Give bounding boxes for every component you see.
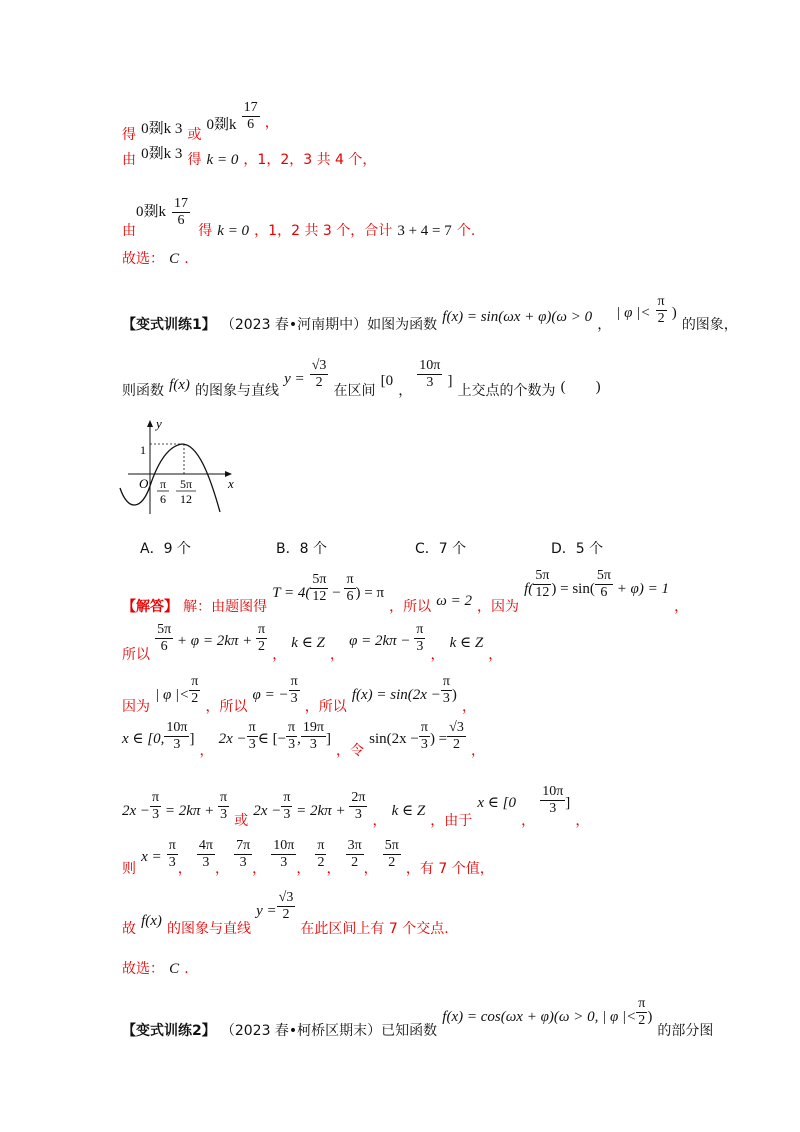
- text: ，: [521, 813, 536, 829]
- text: ，: [199, 743, 214, 759]
- math: f(: [524, 581, 534, 597]
- fraction: $\frac{\pi}{3}$: [283, 790, 291, 822]
- math: ,: [297, 731, 301, 747]
- math: 2x −: [122, 803, 151, 819]
- tick-5pi12-num: 5π: [179, 477, 193, 491]
- fraction: $\frac{\pi}{3}$: [220, 790, 228, 822]
- math: 0剟k: [136, 204, 167, 220]
- math: f(x): [141, 913, 162, 929]
- math: [0: [380, 373, 394, 389]
- fraction: $\frac{5\pi}{12}$: [535, 568, 550, 600]
- text: 的图象与直线: [195, 383, 280, 399]
- text: 的图象与直线: [167, 921, 252, 937]
- text: 故选：: [122, 251, 164, 267]
- text: 的部分图: [657, 1023, 714, 1039]
- fraction: $\frac{√3}{2}$: [278, 890, 294, 922]
- text: ，令: [336, 743, 365, 759]
- origin-label: O: [139, 476, 149, 491]
- text: ，: [264, 115, 279, 131]
- fraction: $\frac{\pi}{2}$: [191, 674, 199, 706]
- text: ，: [272, 647, 287, 663]
- question-source: （2023 春•柯桥区期末）已知函数: [220, 1023, 438, 1039]
- fraction: $\frac{19\pi}{3}$: [302, 720, 324, 752]
- math: ]: [447, 373, 453, 389]
- math: 0剟k 3: [141, 146, 183, 162]
- text: 在区间: [333, 383, 376, 399]
- sine-graph: [112, 416, 242, 516]
- text: ，: [363, 861, 378, 877]
- math: ) = sin(: [551, 581, 595, 597]
- text: 由: [122, 223, 136, 239]
- x-value: $\frac{7\pi}{3}$: [236, 838, 251, 870]
- x-value: $\frac{3\pi}{2}$: [347, 838, 362, 870]
- function-def: f(x) = cos(ωx + φ)(ω > 0, | φ |<: [442, 1009, 637, 1025]
- text: 或: [187, 127, 202, 143]
- math: ]: [325, 731, 331, 747]
- fraction: $\frac{\pi}{3}$: [416, 622, 424, 654]
- math: sin(2x −: [369, 731, 419, 747]
- text: 则函数: [122, 383, 164, 399]
- math: φ = −: [252, 687, 289, 703]
- math: φ = 2kπ −: [349, 633, 415, 649]
- text: 上交点的个数为: [457, 383, 556, 399]
- question-source: （2023 春•河南期中）如图为函数: [220, 317, 438, 333]
- fraction: $\frac{2\pi}{3}$: [351, 790, 366, 822]
- math: ): [647, 1009, 653, 1025]
- sine-curve: [120, 444, 220, 512]
- solution-1: [122, 568, 689, 615]
- tick-pi6-den: 6: [160, 492, 166, 506]
- solution-2: [122, 622, 503, 663]
- option-a[interactable]: A．9 个: [140, 541, 191, 557]
- solution-5: [122, 784, 590, 829]
- option-d[interactable]: D．5 个: [551, 541, 604, 557]
- question-tag: 【变式训练2】: [122, 1023, 216, 1039]
- fraction: $\frac{10\pi}{3}$: [166, 720, 188, 752]
- math: | φ |<: [616, 305, 651, 321]
- option-c[interactable]: C．7 个: [415, 541, 467, 557]
- math: k ∈ Z: [449, 635, 484, 651]
- math: k = 0: [206, 152, 239, 168]
- math: ]: [565, 795, 571, 811]
- math: x =: [141, 849, 162, 865]
- fraction: $\frac{\pi}{2}$: [258, 622, 266, 654]
- x-value: $\frac{10\pi}{3}$: [273, 838, 295, 870]
- solution-line-1: [122, 100, 279, 143]
- text: 个.: [456, 223, 476, 239]
- fraction: $\frac{\pi}{2}$: [638, 996, 646, 1028]
- text: ，: [488, 647, 503, 663]
- text: ，: [430, 647, 445, 663]
- text: ，由于: [430, 813, 473, 829]
- solution-3: [122, 674, 476, 715]
- answer: C: [169, 961, 180, 977]
- text: ，: [398, 383, 413, 399]
- math: + φ) = 1: [612, 581, 669, 597]
- fraction: $\frac{5\pi}{6}$: [596, 568, 611, 600]
- fraction: $\frac{\pi}{3}$: [420, 720, 428, 752]
- solution-6: [122, 838, 494, 877]
- math: ) = π: [355, 585, 385, 601]
- text: ，: [470, 743, 485, 759]
- text: ，: [252, 861, 267, 877]
- math: ω = 2: [436, 593, 472, 609]
- x-value: $\frac{5\pi}{2}$: [384, 838, 399, 870]
- text: 则: [122, 861, 136, 877]
- math: ) =: [429, 731, 448, 747]
- math: k ∈ Z: [391, 803, 426, 819]
- math: 3 + 4 = 7: [397, 223, 452, 239]
- x-value: $\frac{\pi}{3}$: [168, 838, 176, 870]
- fraction: $\frac{\pi}{3}$: [152, 790, 160, 822]
- fraction: $\frac{5\pi}{12}$: [312, 572, 327, 604]
- text: ，1，2 共 3 个，合计: [254, 223, 393, 239]
- answer-line: [122, 248, 189, 268]
- math: y =: [256, 903, 277, 919]
- fraction: $\frac{10\pi}{3}$: [542, 784, 564, 816]
- text: ，: [329, 647, 344, 663]
- text: .: [184, 961, 189, 977]
- fraction: $\frac{17}{6}$: [174, 196, 188, 228]
- tick-one: 1: [140, 443, 146, 457]
- x-value: $\frac{4\pi}{3}$: [198, 838, 213, 870]
- math: k ∈ Z: [291, 635, 325, 651]
- text: 得: [122, 127, 136, 143]
- text: ，: [461, 699, 476, 715]
- text: ，有 7 个值，: [405, 861, 494, 877]
- text: ，所以: [304, 699, 347, 715]
- text: 所以: [122, 647, 150, 663]
- solution-7: [122, 890, 449, 937]
- math: y =: [284, 371, 305, 387]
- text: ，: [296, 861, 311, 877]
- math: ∈ [−: [257, 731, 287, 747]
- text: ，: [372, 813, 387, 829]
- text: ，因为: [477, 599, 520, 615]
- fraction: $\frac{\pi}{3}$: [442, 674, 450, 706]
- text: ，: [575, 813, 590, 829]
- math: k = 0: [217, 223, 250, 239]
- math: ): [451, 687, 457, 703]
- text: ，所以: [389, 599, 432, 615]
- math: 2x −: [218, 731, 247, 747]
- x-value: $\frac{\pi}{2}$: [317, 838, 325, 870]
- math: f(x) = sin(2x −: [351, 687, 441, 703]
- text: 故选：: [122, 961, 164, 977]
- math: 0剟k: [206, 117, 237, 133]
- text: 或: [234, 813, 249, 829]
- solution-4: [122, 720, 485, 759]
- math: f(x): [169, 377, 190, 393]
- text: ，: [326, 861, 341, 877]
- text: 因为: [122, 699, 150, 715]
- fraction: $\frac{\pi}{2}$: [657, 294, 665, 326]
- answer-line-2: [122, 958, 189, 978]
- math: x ∈ [0: [477, 795, 516, 811]
- option-b[interactable]: B．8 个: [276, 541, 327, 557]
- text: ，: [674, 599, 689, 615]
- fraction: $\frac{\pi}{3}$: [290, 674, 298, 706]
- fraction: $\frac{17}{6}$: [243, 100, 258, 132]
- math: 0剟k 3: [141, 121, 183, 137]
- y-label: y: [156, 416, 162, 431]
- answer-blank: ( ): [560, 379, 601, 395]
- math: = 2kπ +: [292, 803, 350, 819]
- text: 的图象，: [681, 317, 738, 333]
- math: | φ |<: [155, 687, 190, 703]
- fraction: $\frac{\pi}{3}$: [248, 720, 256, 752]
- fraction: $\frac{\pi}{6}$: [346, 572, 354, 604]
- text: .: [184, 251, 189, 267]
- text: 解：由题图得: [183, 599, 268, 615]
- fraction: $\frac{\pi}{3}$: [288, 720, 296, 752]
- math: x ∈ [0,: [122, 731, 165, 747]
- function-def: f(x) = sin(ωx + φ)(ω > 0: [442, 309, 593, 325]
- math: = 2kπ +: [161, 803, 219, 819]
- fraction: $\frac{10\pi}{3}$: [419, 358, 441, 390]
- solution-tag: 【解答】: [122, 599, 178, 615]
- question-2-line-1: [122, 996, 714, 1039]
- text: 由: [122, 152, 136, 168]
- y-axis-arrow-icon: [147, 420, 153, 427]
- text: ，: [177, 861, 192, 877]
- fraction: $\frac{√3}{2}$: [449, 720, 464, 752]
- math: ): [671, 305, 677, 321]
- question-1-line-2: [122, 352, 601, 399]
- question-1-line-1: [122, 294, 738, 333]
- fraction: $\frac{5\pi}{6}$: [157, 622, 172, 654]
- math: −: [328, 585, 345, 601]
- text: 故: [122, 921, 136, 937]
- math: 2x −: [253, 803, 282, 819]
- question-tag: 【变式训练1】: [122, 317, 216, 333]
- text: ，: [214, 861, 229, 877]
- solution-line-2: [122, 148, 376, 169]
- text: ，: [597, 317, 612, 333]
- text: ，1，2，3 共 4 个，: [243, 152, 377, 168]
- text: 得: [187, 152, 202, 168]
- fraction: $\frac{√3}{2}$: [311, 358, 327, 390]
- text: 在此区间上有 7 个交点.: [300, 921, 449, 937]
- text: ，所以: [205, 699, 248, 715]
- x-label: x: [228, 476, 234, 491]
- math: T = 4(: [272, 585, 311, 601]
- text: 得: [198, 223, 213, 239]
- math: ]: [189, 731, 195, 747]
- tick-pi6-num: π: [159, 477, 167, 491]
- answer: C: [169, 251, 180, 267]
- tick-5pi12-den: 12: [180, 492, 192, 506]
- math: + φ = 2kπ +: [173, 633, 257, 649]
